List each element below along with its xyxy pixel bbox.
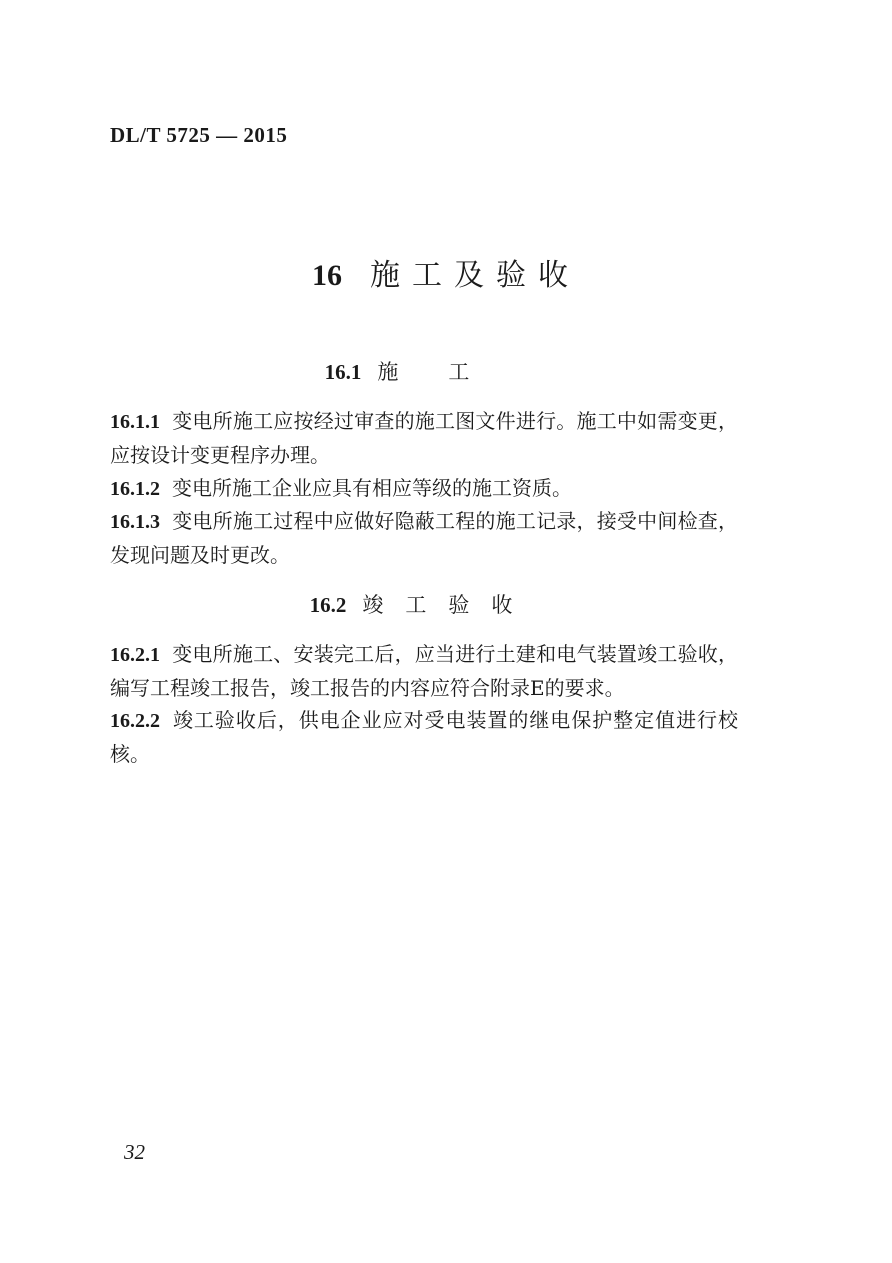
clause-number: 16.1.3 (110, 511, 160, 533)
chapter-heading: 施工及验收 (370, 258, 580, 293)
clause (110, 505, 738, 572)
clause (110, 638, 738, 705)
section-title (0, 589, 844, 619)
clause-number: 16.2.1 (110, 644, 160, 666)
section-number: 16.2 (309, 593, 347, 617)
clause-text: 变电所施工应按经过审查的施工图文件进行。施工中如需变更，应按设计变更程序办理。 (110, 409, 738, 467)
clause (110, 472, 738, 506)
clause-number: 16.2.2 (110, 710, 160, 732)
chapter-number: 16 (312, 259, 342, 292)
clause-text: 竣工验收后，供电企业应对受电装置的继电保护整定值进行校核。 (110, 708, 738, 766)
clause (110, 704, 738, 771)
clause-text: 变电所施工过程中应做好隐蔽工程的施工记录，接受中间检查，发现问题及时更改。 (110, 509, 738, 567)
section-heading: 竣工验收 (362, 593, 535, 617)
standard-code: DL/T 5725 — 2015 (110, 123, 288, 147)
clause-text: 变电所施工企业应具有相应等级的施工资质。 (172, 476, 572, 500)
section-title (0, 356, 844, 386)
chapter-title (0, 250, 892, 294)
clause (110, 405, 738, 472)
clause-text: 变电所施工、安装完工后，应当进行土建和电气装置竣工验收，编写工程竣工报告，竣工报告的内容应符合附录E的要求。 (110, 642, 738, 700)
page-number: 32 (124, 1140, 145, 1164)
clause-number: 16.1.1 (110, 411, 160, 433)
section-number: 16.1 (324, 360, 362, 384)
clause-number: 16.1.2 (110, 478, 160, 500)
section-heading: 施工 (377, 360, 520, 384)
